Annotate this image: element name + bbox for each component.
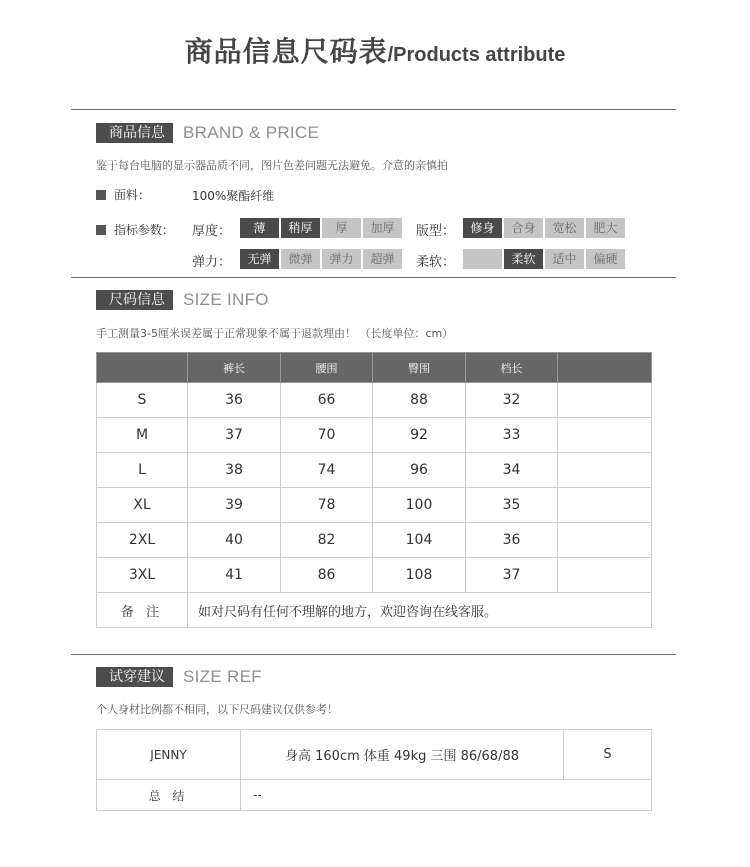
size-ref-table <box>96 729 652 811</box>
fit-option-slim: 修身 <box>463 218 502 238</box>
softness-option-stiff: 偏硬 <box>586 249 625 269</box>
table-cell: S <box>97 383 188 418</box>
table-row <box>97 383 652 418</box>
fit-option-loose: 宽松 <box>545 218 584 238</box>
size-info-en: SIZE INFO <box>183 290 269 309</box>
table-cell: 70 <box>281 418 373 453</box>
table-cell: 33 <box>466 418 558 453</box>
elasticity-option-none: 无弹 <box>240 249 279 269</box>
header-cell <box>97 353 188 383</box>
elasticity-option-slight: 微弹 <box>281 249 320 269</box>
size-ref-en: SIZE REF <box>183 667 262 686</box>
table-cell: 37 <box>466 558 558 593</box>
fabric-value: 100%聚酯纤维 <box>192 189 275 203</box>
params-label <box>96 221 174 238</box>
divider <box>71 109 676 110</box>
table-cell: 36 <box>466 523 558 558</box>
table-cell: 40 <box>188 523 281 558</box>
table-cell: 37 <box>188 418 281 453</box>
params-label-text: 指标参数： <box>114 223 175 237</box>
elasticity-option-super: 超弹 <box>363 249 402 269</box>
table-cell: 104 <box>373 523 466 558</box>
size-ref-note: 个人身材比例都不相同，以下尺码建议仅供参考！ <box>96 703 338 716</box>
divider <box>71 654 676 655</box>
table-cell: L <box>97 453 188 488</box>
table-cell: 66 <box>281 383 373 418</box>
fit-option-oversized: 肥大 <box>586 218 625 238</box>
size-table <box>96 352 652 628</box>
fabric-label <box>96 186 150 203</box>
table-cell: 36 <box>188 383 281 418</box>
elasticity-label: 弹力： <box>192 255 232 270</box>
table-cell: M <box>97 418 188 453</box>
summary-label: 总 结 <box>97 780 241 811</box>
table-cell <box>558 523 652 558</box>
softness-options <box>463 249 627 269</box>
header-cell-rise: 档长 <box>466 353 558 383</box>
header-cell-length: 裤长 <box>188 353 281 383</box>
page-title <box>0 30 750 70</box>
table-cell: 3XL <box>97 558 188 593</box>
table-cell: 108 <box>373 558 466 593</box>
thickness-option-extra-thick: 加厚 <box>363 218 402 238</box>
table-cell: 96 <box>373 453 466 488</box>
size-info-header <box>96 290 269 310</box>
square-bullet-icon <box>96 225 106 235</box>
size-info-tag: 尺码信息 <box>96 290 173 310</box>
page-title-en: Products attribute <box>393 44 566 66</box>
thickness-option-slightly-thick: 稍厚 <box>281 218 320 238</box>
summary-value: -- <box>241 780 652 811</box>
square-bullet-icon <box>96 190 106 200</box>
table-cell <box>558 488 652 523</box>
remark-label: 备 注 <box>97 593 188 628</box>
table-row <box>97 730 652 780</box>
header-cell <box>558 353 652 383</box>
table-row <box>97 523 652 558</box>
table-cell: XL <box>97 488 188 523</box>
table-cell: 78 <box>281 488 373 523</box>
page-title-cn: 商品信息尺码表 <box>184 35 388 68</box>
thickness-option-thin: 薄 <box>240 218 279 238</box>
table-cell: 38 <box>188 453 281 488</box>
fit-option-regular: 合身 <box>504 218 543 238</box>
table-row <box>97 558 652 593</box>
table-cell: 2XL <box>97 523 188 558</box>
table-cell <box>558 558 652 593</box>
table-cell: 34 <box>466 453 558 488</box>
table-cell <box>558 453 652 488</box>
table-row <box>97 418 652 453</box>
thickness-option-thick: 厚 <box>322 218 361 238</box>
thickness-options <box>240 218 404 238</box>
summary-row <box>97 780 652 811</box>
softness-option-medium: 适中 <box>545 249 584 269</box>
header-cell-hip: 臀围 <box>373 353 466 383</box>
model-size: S <box>564 730 652 780</box>
divider <box>71 277 676 278</box>
size-info-note: 手工测量3-5厘米误差属于正常现象不属于退款理由！ （长度单位：cm） <box>96 327 454 340</box>
table-cell: 86 <box>281 558 373 593</box>
softness-option-blank <box>463 249 502 269</box>
product-info-tag: 商品信息 <box>96 123 173 143</box>
table-cell: 35 <box>466 488 558 523</box>
table-cell: 41 <box>188 558 281 593</box>
size-ref-tag: 试穿建议 <box>96 667 173 687</box>
table-cell: 32 <box>466 383 558 418</box>
model-name: JENNY <box>97 730 241 780</box>
table-cell: 88 <box>373 383 466 418</box>
softness-option-soft: 柔软 <box>504 249 543 269</box>
product-info-en: BRAND & PRICE <box>183 123 320 142</box>
table-cell: 100 <box>373 488 466 523</box>
remark-row <box>97 593 652 628</box>
table-cell <box>558 383 652 418</box>
table-cell: 92 <box>373 418 466 453</box>
table-cell: 39 <box>188 488 281 523</box>
table-row <box>97 488 652 523</box>
elasticity-options <box>240 249 404 269</box>
table-row <box>97 453 652 488</box>
model-measurements: 身高 160cm 体重 49kg 三围 86/68/88 <box>241 730 564 780</box>
fabric-label-text: 面料： <box>114 188 151 202</box>
fit-options <box>463 218 627 238</box>
size-table-header <box>97 353 652 383</box>
table-cell: 74 <box>281 453 373 488</box>
softness-label: 柔软： <box>416 255 456 270</box>
product-info-note: 鉴于每台电脑的显示器品质不同，图片色差问题无法避免。介意的亲慎拍 <box>96 159 448 172</box>
fit-label: 版型： <box>416 224 456 239</box>
product-info-header <box>96 123 319 143</box>
table-cell <box>558 418 652 453</box>
page-title-separator: / <box>387 44 394 66</box>
remark-text: 如对尺码有任何不理解的地方，欢迎咨询在线客服。 <box>188 593 652 628</box>
header-cell-waist: 腰围 <box>281 353 373 383</box>
table-cell: 82 <box>281 523 373 558</box>
elasticity-option-stretch: 弹力 <box>322 249 361 269</box>
size-ref-header <box>96 667 262 687</box>
thickness-label: 厚度： <box>192 224 232 239</box>
